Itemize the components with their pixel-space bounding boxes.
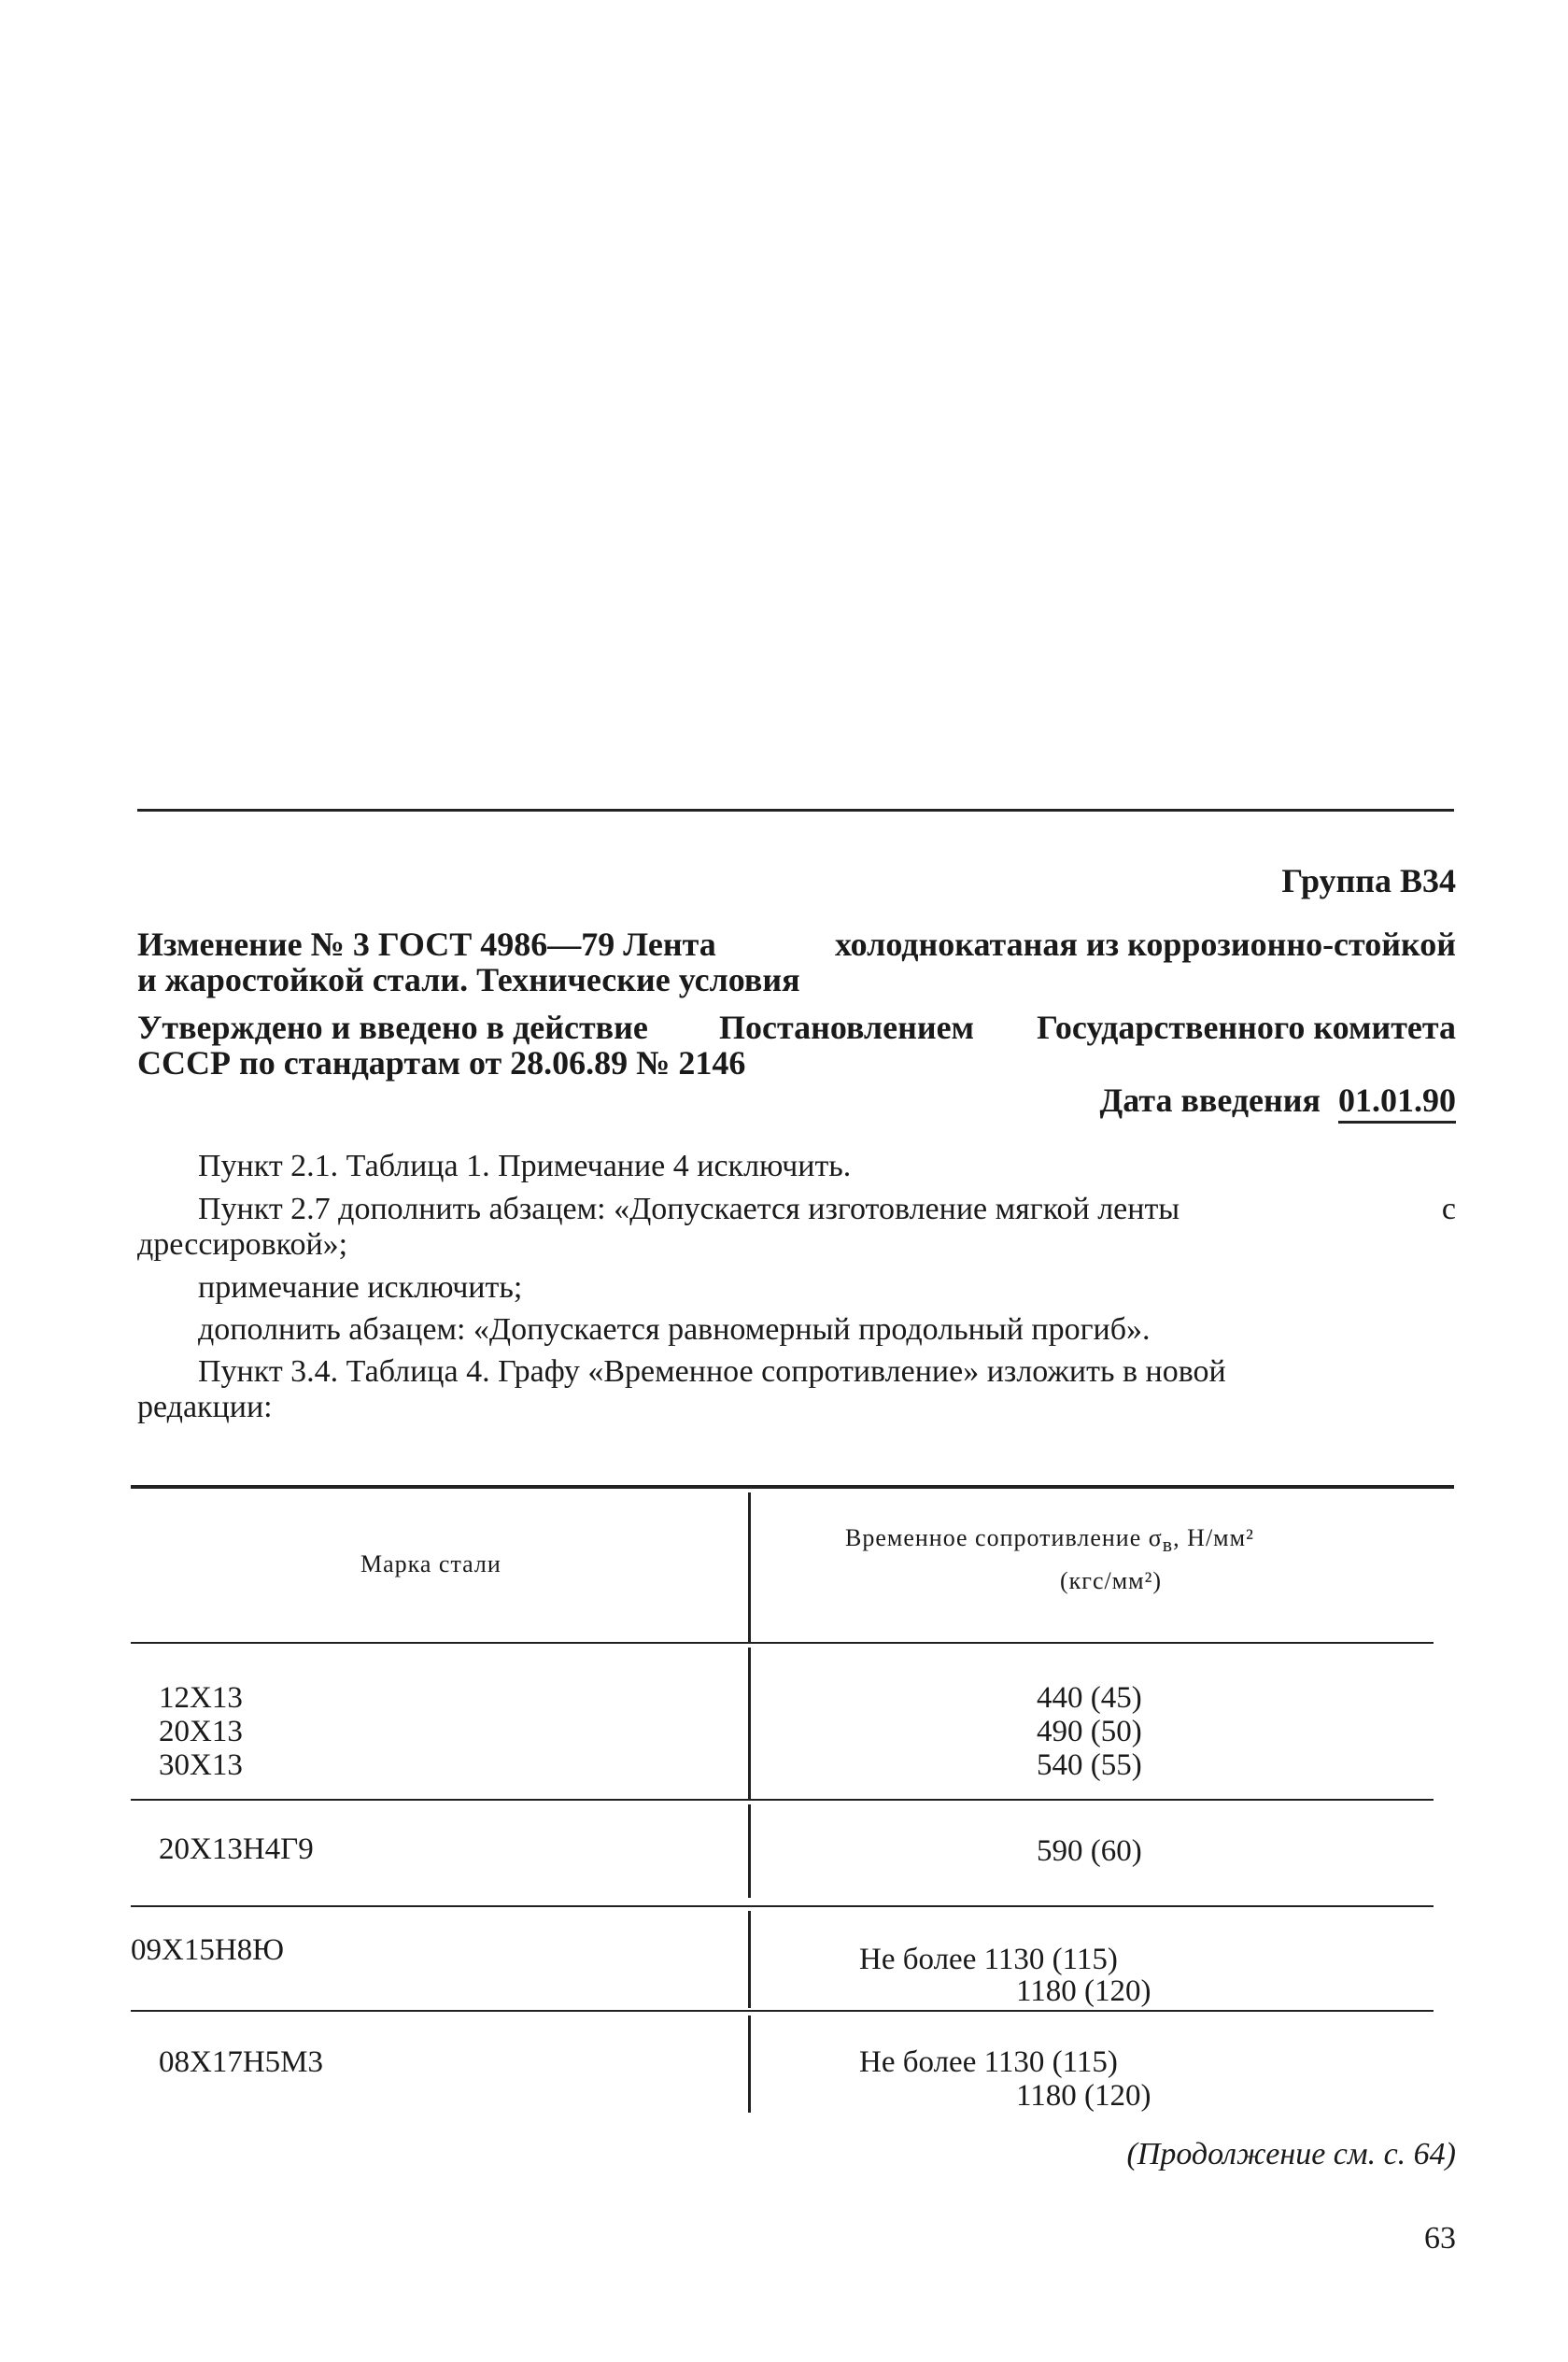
date-introduction — [1100, 1083, 1457, 1124]
title-line2: и жаростойкой стали. Технические условия — [137, 961, 800, 998]
col-header-strength-unit: , Н/мм² — [1173, 1524, 1254, 1551]
value-490: 490 (50) — [1037, 1715, 1142, 1748]
continuation-note: (Продолжение см. с. 64) — [1126, 2137, 1456, 2171]
grade-09x15n8yu: 09Х15Н8Ю — [131, 1933, 285, 1967]
table-divider-row4 — [748, 2015, 751, 2113]
value-max-1130-r3: Не более 1130 (115) — [859, 1943, 1118, 1976]
grade-30x13: 30Х13 — [159, 1748, 243, 1782]
table-divider-row1 — [748, 1648, 751, 1799]
col-header-strength — [845, 1524, 1254, 1559]
table-header-rule — [131, 1642, 1434, 1644]
grade-12x13: 12Х13 — [159, 1681, 243, 1715]
group-label: Группа В34 — [1281, 862, 1456, 899]
paragraph-2-1: Пункт 2.1. Таблица 1. Примечание 4 исключить. — [198, 1149, 852, 1183]
date-value: 01.01.90 — [1338, 1083, 1456, 1124]
page-number: 63 — [1424, 2221, 1456, 2256]
col-header-strength-sub: в — [1162, 1533, 1174, 1557]
date-label: Дата введения — [1099, 1082, 1321, 1119]
paragraph-note-remove: примечание исключить; — [198, 1270, 523, 1305]
value-590: 590 (60) — [1037, 1834, 1142, 1868]
value-440: 440 (45) — [1037, 1681, 1142, 1715]
col-header-grade: Марка стали — [360, 1550, 501, 1577]
approved-line1-left: Утверждено и введено в действие — [137, 1009, 648, 1046]
grade-08x17n5m3: 08Х17Н5М3 — [159, 2045, 324, 2079]
table-row3-rule — [131, 2010, 1434, 2012]
approved-line2: СССР по стандартам от 28.06.89 № 2146 — [137, 1044, 746, 1082]
value-540: 540 (55) — [1037, 1748, 1142, 1782]
approved-line1-right: Государственного комитета — [1037, 1009, 1456, 1046]
table-divider-header — [748, 1492, 751, 1642]
header-top-rule — [137, 809, 1454, 812]
paragraph-2-7-line1: Пункт 2.7 дополнить абзацем: «Допускается изготовление мягкой ленты — [198, 1192, 1180, 1226]
title-line1-right: холоднокатаная из коррозионно-стойкой — [834, 926, 1456, 963]
table-divider-row3 — [748, 1911, 751, 2008]
title-line1-left: Изменение № 3 ГОСТ 4986—79 Лента — [137, 926, 716, 963]
paragraph-2-7-line1-end: с — [1441, 1192, 1456, 1226]
grade-20x13: 20Х13 — [159, 1715, 243, 1748]
value-max-1130-r4: Не более 1130 (115) — [859, 2045, 1118, 2079]
col-header-strength-line2: (кгс/мм²) — [1060, 1567, 1163, 1594]
table-row1-rule — [131, 1799, 1434, 1801]
table-row2-rule — [131, 1905, 1434, 1907]
table-top-rule — [131, 1485, 1454, 1489]
value-1180-r3: 1180 (120) — [1016, 1974, 1151, 2008]
table-divider-row2 — [748, 1804, 751, 1898]
paragraph-3-4-line2: редакции: — [137, 1390, 273, 1424]
col-header-strength-text: Временное сопротивление σ — [845, 1524, 1163, 1551]
approved-line1-mid: Постановлением — [719, 1009, 975, 1046]
paragraph-3-4-line1: Пункт 3.4. Таблица 4. Графу «Временное сопротивление» изложить в новой — [198, 1354, 1226, 1389]
grade-20x13n4g9: 20Х13Н4Г9 — [159, 1832, 314, 1866]
value-1180-r4: 1180 (120) — [1016, 2079, 1151, 2113]
paragraph-2-7-line2: дрессировкой»; — [137, 1227, 348, 1262]
paragraph-add-text: дополнить абзацем: «Допускается равномерный продольный прогиб». — [198, 1312, 1151, 1347]
